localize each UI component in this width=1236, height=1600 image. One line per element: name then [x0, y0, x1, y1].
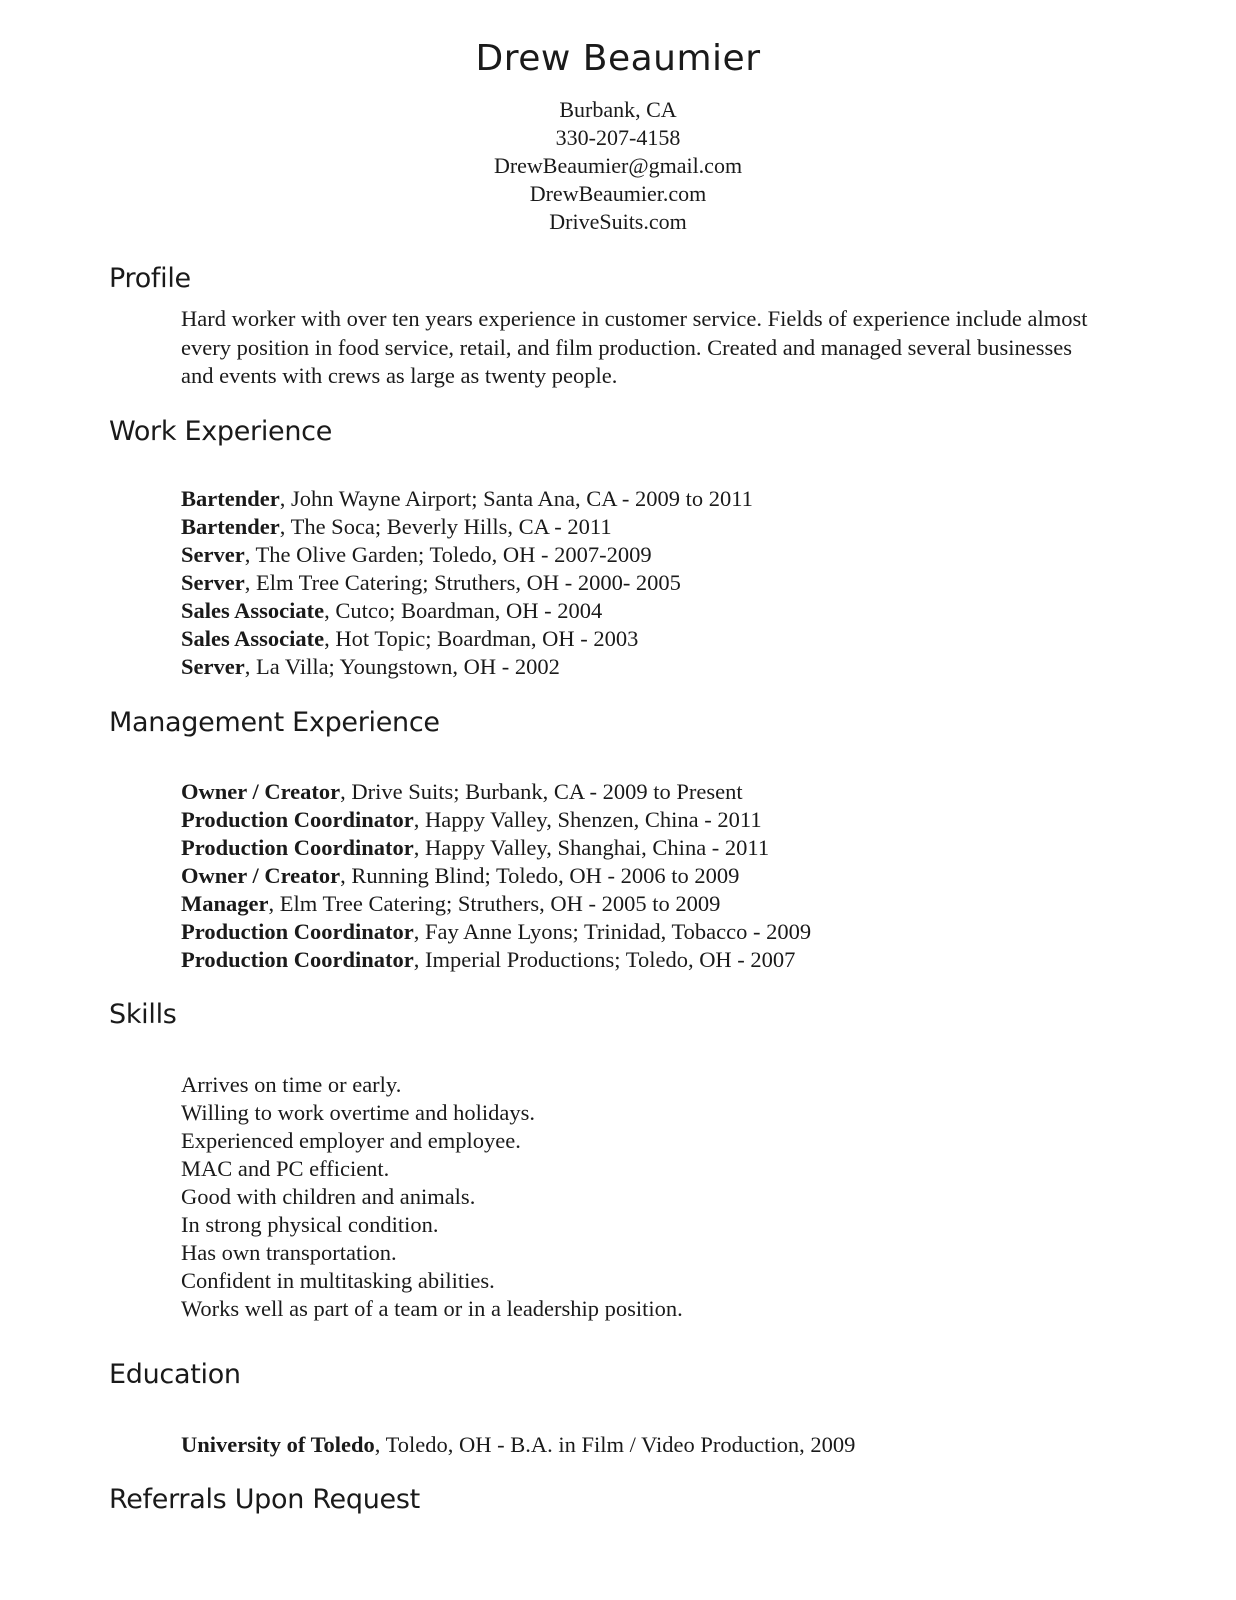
- skills-heading: Skills: [109, 999, 177, 1030]
- work-experience-item: [181, 569, 753, 597]
- job-detail: , Hot Topic; Boardman, OH - 2003: [324, 626, 639, 651]
- job-title: Bartender: [181, 486, 280, 511]
- education-list: [181, 1431, 855, 1459]
- skill-item: Works well as part of a team or in a leadership position.: [181, 1296, 683, 1321]
- profile-text: Hard worker with over ten years experience in customer service. Fields of experience include almost every position in food service, retail, and film production. Created and managed several businesses and events with crews as large as twenty people.: [181, 306, 1088, 388]
- contact-website: DrewBeaumier.com: [529, 181, 707, 206]
- job-detail: , Elm Tree Catering; Struthers, OH - 2000- 2005: [244, 570, 681, 595]
- contact-website-secondary: DriveSuits.com: [549, 209, 687, 234]
- job-detail: , The Soca; Beverly Hills, CA - 2011: [279, 514, 612, 539]
- contact-location: Burbank, CA: [559, 97, 677, 122]
- job-title: Bartender: [181, 514, 280, 539]
- job-title: Server: [181, 654, 245, 679]
- skill-item: Arrives on time or early.: [181, 1072, 402, 1097]
- role-title: Production Coordinator: [181, 947, 414, 972]
- role-detail: , Drive Suits; Burbank, CA - 2009 to Present: [340, 779, 743, 804]
- profile-heading: Profile: [109, 263, 191, 294]
- work-experience-item: [181, 485, 753, 513]
- role-title: Owner / Creator: [181, 863, 341, 888]
- skill-item: Experienced employer and employee.: [181, 1128, 521, 1153]
- role-detail: , Fay Anne Lyons; Trinidad, Tobacco - 2009: [413, 919, 812, 944]
- job-detail: , Cutco; Boardman, OH - 2004: [324, 598, 603, 623]
- work-experience-list: [181, 485, 753, 681]
- skill-item: Has own transportation.: [181, 1240, 397, 1265]
- management-experience-item: [181, 806, 811, 834]
- education-heading: Education: [109, 1359, 241, 1390]
- skill-item: Confident in multitasking abilities.: [181, 1268, 495, 1293]
- management-experience-item: [181, 834, 811, 862]
- school-detail: , Toledo, OH - B.A. in Film / Video Production, 2009: [374, 1432, 856, 1457]
- management-experience-item: [181, 918, 811, 946]
- management-experience-item: [181, 946, 811, 974]
- skill-item: In strong physical condition.: [181, 1212, 439, 1237]
- skills-list: [181, 1071, 683, 1323]
- job-detail: , The Olive Garden; Toledo, OH - 2007-2009: [244, 542, 652, 567]
- contact-info: [0, 96, 1236, 236]
- referrals-heading: Referrals Upon Request: [109, 1484, 420, 1515]
- work-experience-item: [181, 541, 753, 569]
- work-experience-item: [181, 625, 753, 653]
- management-experience-item: [181, 778, 811, 806]
- resume-name: Drew Beaumier: [475, 38, 761, 79]
- education-item: [181, 1431, 855, 1459]
- job-title: Server: [181, 542, 245, 567]
- work-experience-item: [181, 653, 753, 681]
- role-title: Production Coordinator: [181, 835, 414, 860]
- role-title: Production Coordinator: [181, 919, 414, 944]
- job-title: Sales Associate: [181, 626, 325, 651]
- work-experience-item: [181, 513, 753, 541]
- role-detail: , Running Blind; Toledo, OH - 2006 to 2009: [340, 863, 740, 888]
- management-experience-item: [181, 890, 811, 918]
- role-title: Production Coordinator: [181, 807, 414, 832]
- role-title: Owner / Creator: [181, 779, 341, 804]
- job-detail: , John Wayne Airport; Santa Ana, CA - 2009 to 2011: [279, 486, 753, 511]
- role-detail: , Imperial Productions; Toledo, OH - 2007: [413, 947, 796, 972]
- school-name: University of Toledo: [181, 1432, 375, 1457]
- contact-email: DrewBeaumier@gmail.com: [493, 153, 743, 178]
- job-title: Sales Associate: [181, 598, 325, 623]
- management-experience-list: [181, 778, 811, 974]
- skill-item: Good with children and animals.: [181, 1184, 476, 1209]
- job-title: Server: [181, 570, 245, 595]
- role-detail: , Happy Valley, Shanghai, China - 2011: [413, 835, 770, 860]
- role-detail: , Happy Valley, Shenzen, China - 2011: [413, 807, 762, 832]
- contact-phone: 330-207-4158: [555, 125, 681, 150]
- management-experience-item: [181, 862, 811, 890]
- work-experience-item: [181, 597, 753, 625]
- skill-item: MAC and PC efficient.: [181, 1156, 390, 1181]
- work-experience-heading: Work Experience: [109, 416, 333, 447]
- skill-item: Willing to work overtime and holidays.: [181, 1100, 536, 1125]
- management-experience-heading: Management Experience: [109, 707, 440, 738]
- role-detail: , Elm Tree Catering; Struthers, OH - 2005 to 2009: [268, 891, 721, 916]
- role-title: Manager: [181, 891, 269, 916]
- job-detail: , La Villa; Youngstown, OH - 2002: [244, 654, 560, 679]
